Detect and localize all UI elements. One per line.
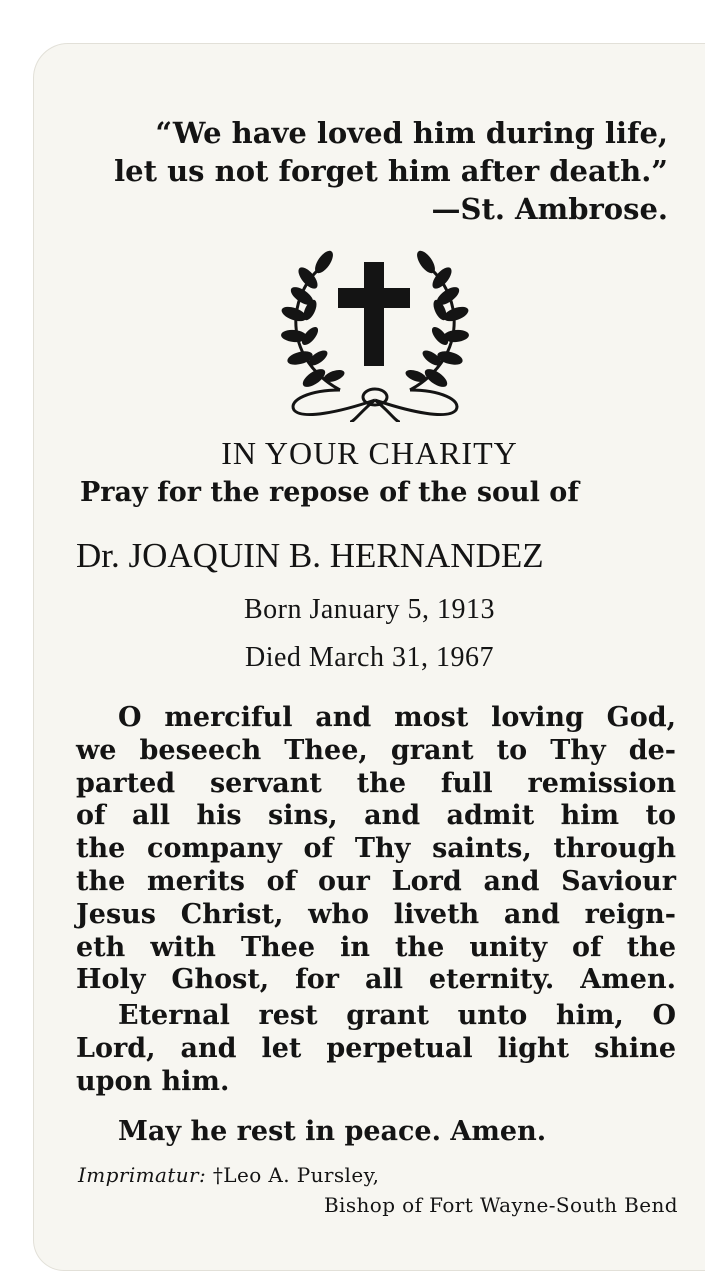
prayer-line: O merciful and most loving God,: [118, 702, 676, 733]
imprimatur-label: Imprimatur:: [78, 1163, 207, 1187]
bishop-title: Bishop of Fort Wayne-South Bend: [323, 1193, 678, 1217]
quote-line-1: “We have loved him during life,: [155, 116, 668, 150]
prayer-paragraph: [76, 702, 676, 997]
imprimatur: [78, 1163, 379, 1187]
prayer-line: we beseech Thee, grant to Thy de-: [76, 734, 676, 766]
closing-line: May he rest in peace. Amen.: [118, 1116, 547, 1147]
birth-date: Born January 5, 1913: [243, 594, 496, 625]
subheading: Pray for the repose of the soul of: [80, 477, 579, 508]
rest-line: Lord, and let perpetual light shine: [76, 1032, 676, 1064]
prayer-line: the company of Thy saints, through: [76, 833, 676, 865]
imprimatur-signer: †Leo A. Pursley,: [212, 1163, 380, 1187]
memorial-card: [34, 44, 705, 1270]
death-date: Died March 31, 1967: [244, 642, 494, 673]
prayer-line: of all his sins, and admit him to: [76, 800, 676, 832]
heading: IN YOUR CHARITY: [221, 435, 518, 471]
quote-attribution: —St. Ambrose.: [431, 192, 668, 226]
prayer-line: the merits of our Lord and Saviour: [76, 865, 676, 897]
rest-line: upon him.: [76, 1065, 230, 1097]
prayer-line: Holy Ghost, for all eternity. Amen.: [76, 964, 676, 996]
deceased-name: Dr. JOAQUIN B. HERNANDEZ: [76, 536, 544, 575]
quote-line-2: let us not forget him after death.”: [114, 154, 668, 188]
rest-line: Eternal rest grant unto him, O: [118, 1000, 676, 1031]
eternal-rest-paragraph: [76, 1000, 676, 1098]
cross-in-laurel-wreath-icon: [280, 240, 470, 422]
prayer-line: parted servant the full remission: [76, 767, 676, 799]
prayer-line: eth with Thee in the unity of the: [76, 931, 676, 963]
prayer-line: Jesus Christ, who liveth and reign-: [76, 898, 676, 930]
